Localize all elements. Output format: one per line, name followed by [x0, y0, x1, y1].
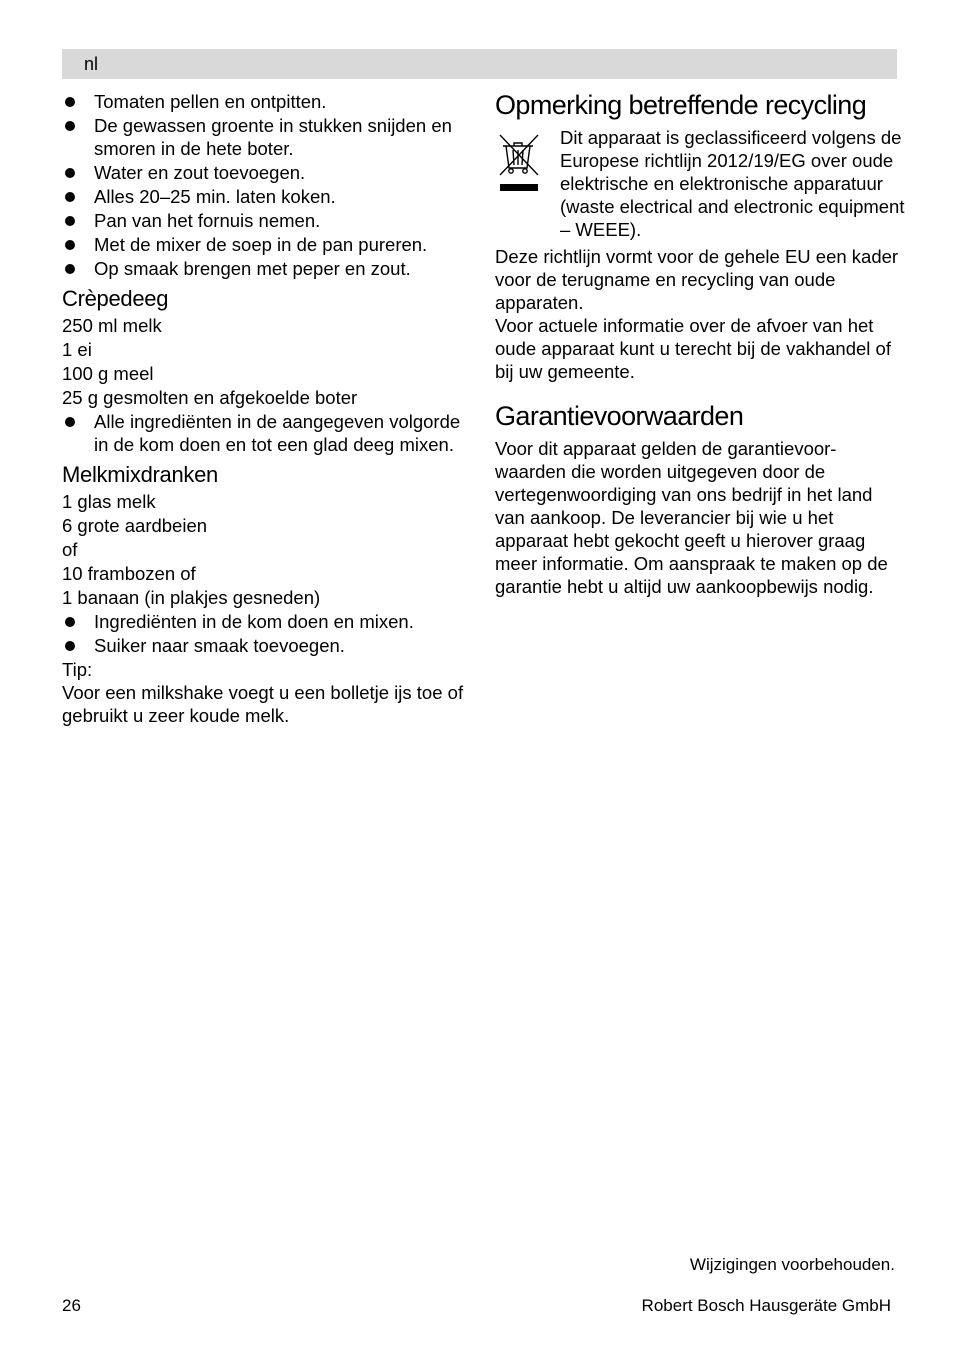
milk-ingredients: [62, 490, 467, 609]
ingredient: 100 g meel: [62, 363, 154, 384]
soup-steps-list: [62, 90, 467, 280]
list-item: Ingrediënten in de kom doen en mixen.: [62, 610, 467, 633]
list-item: Tomaten pellen en ontpitten.: [62, 90, 467, 113]
ingredient: 250 ml melk: [62, 315, 162, 336]
ingredient: 1 ei: [62, 339, 92, 360]
crepe-heading: Crèpedeeg: [62, 286, 169, 311]
tip-text: Voor een milkshake voegt u een bolletje ijs toe of gebruikt u zeer koude melk.: [62, 682, 464, 726]
ingredient: 10 frambozen of: [62, 563, 196, 584]
language-code: nl: [84, 54, 99, 74]
page-number: 26: [62, 1296, 81, 1315]
list-item: Met de mixer de soep in de pan pureren.: [62, 233, 467, 256]
milk-steps-list: [62, 610, 467, 657]
crepe-ingredients: [62, 314, 467, 409]
left-column: [62, 90, 467, 727]
list-item: Suiker naar smaak toevoegen.: [62, 634, 467, 657]
ingredient: of: [62, 539, 78, 560]
warranty-heading: Garantievoorwaarden: [495, 401, 744, 431]
list-item: Op smaak brengen met peper en zout.: [62, 257, 467, 280]
ingredient: 1 banaan (in plakjes gesneden): [62, 587, 321, 608]
recycling-paragraph: Voor actuele informatie over de afvoer van het oude apparaat kunt u terecht bij de vakhandel of bij uw gemeente.: [495, 315, 891, 382]
recycling-paragraph: Deze richtlijn vormt voor de gehele EU een kader voor de terugname en recycling van oude apparaten.: [495, 246, 899, 313]
right-column: [495, 90, 905, 598]
crepe-steps-list: [62, 410, 467, 456]
warranty-text: Voor dit apparaat gelden de garantievoor-waarden die worden uitgegeven door de vertegenwoordiging van ons bedrijf in het land van aankoop. De leverancier bij wie u het apparaat hebt gekocht geeft u hierover graag meer informatie. Om aanspraak te maken op de garantie hebt u altijd uw aankoopbewijs nodig.: [495, 438, 888, 597]
language-bar: [62, 49, 897, 79]
ingredient: 1 glas melk: [62, 491, 156, 512]
list-item: Water en zout toevoegen.: [62, 161, 467, 184]
weee-bin-icon: [497, 130, 541, 192]
weee-text: Dit apparaat is geclassificeerd volgens de Europese richtlijn 2012/19/EG over oude elektrische en elektronische apparatuur (waste electrical and electronic equipment – WEEE).: [560, 127, 905, 240]
ingredient: 25 g gesmolten en afgekoelde boter: [62, 387, 358, 408]
recycling-heading: Opmerking betreffende recycling: [495, 90, 867, 120]
weee-block: [495, 126, 905, 241]
list-item: Pan van het fornuis nemen.: [62, 209, 467, 232]
list-item: Alle ingrediënten in de aangegeven volgorde in de kom doen en tot een glad deeg mixen.: [62, 410, 467, 456]
list-item: Alles 20–25 min. laten koken.: [62, 185, 467, 208]
list-item: De gewassen groente in stukken snijden en smoren in de hete boter.: [62, 114, 467, 160]
ingredient: 6 grote aardbeien: [62, 515, 208, 536]
tip-label: Tip:: [62, 659, 93, 680]
company-name: Robert Bosch Hausgeräte GmbH: [641, 1296, 891, 1315]
footer-note: Wijzigingen voorbehouden.: [689, 1255, 895, 1274]
milk-heading: Melkmixdranken: [62, 462, 218, 487]
